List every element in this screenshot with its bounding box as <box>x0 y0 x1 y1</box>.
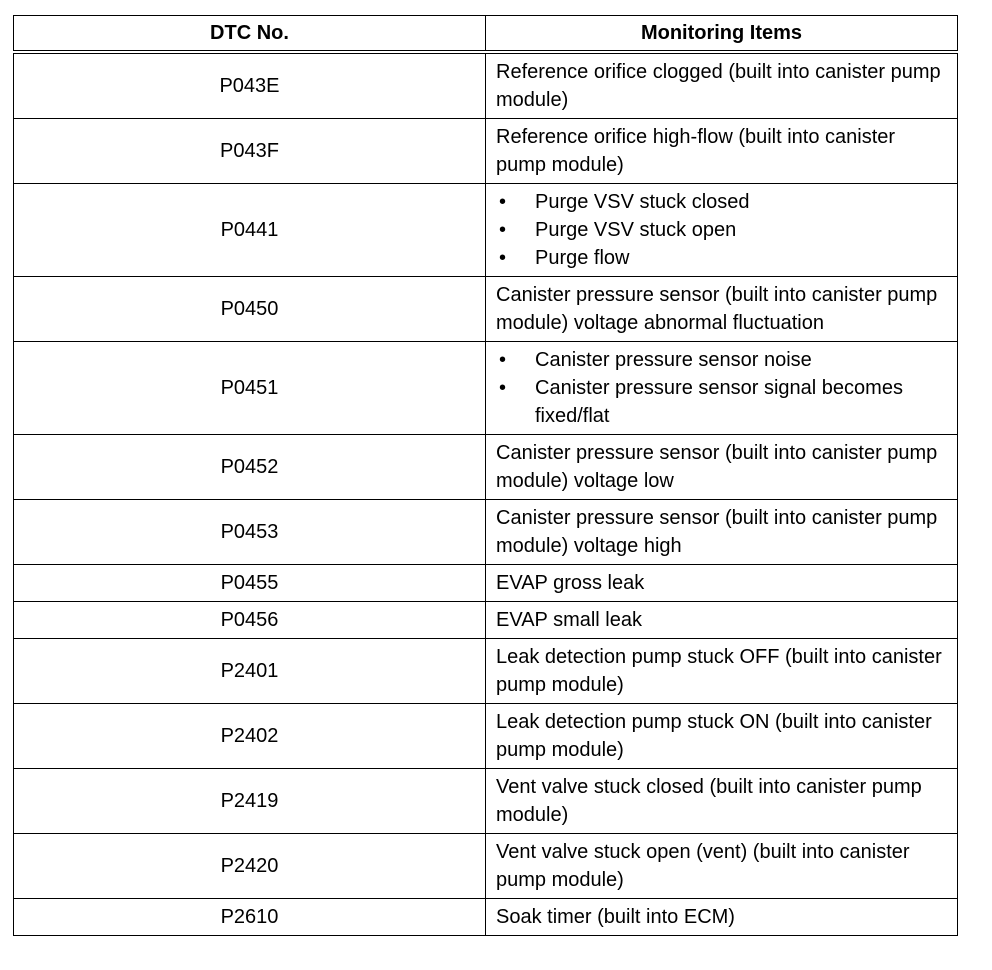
dtc-code-cell: P0453 <box>14 500 486 565</box>
monitoring-items-cell <box>486 342 958 435</box>
monitoring-item-text: Vent valve stuck open (vent) (built into canister pump module) <box>496 841 910 891</box>
dtc-code-cell: P0451 <box>14 342 486 435</box>
bullet-icon: • <box>499 191 507 213</box>
monitoring-items-cell <box>486 435 958 500</box>
monitoring-items-cell <box>486 834 958 899</box>
table-row <box>14 834 958 899</box>
dtc-code-cell: P2419 <box>14 769 486 834</box>
monitoring-items-cell <box>486 602 958 639</box>
table-row <box>14 769 958 834</box>
table-row <box>14 565 958 602</box>
table-row <box>14 119 958 184</box>
monitoring-items-cell <box>486 769 958 834</box>
table-row <box>14 899 958 936</box>
monitoring-item-text: Canister pressure sensor (built into canister pump module) voltage low <box>496 442 938 492</box>
list-item-text: Purge VSV stuck open <box>535 219 737 241</box>
table-row <box>14 602 958 639</box>
monitoring-items-cell <box>486 119 958 184</box>
list-item <box>496 216 947 244</box>
dtc-code-cell: P2420 <box>14 834 486 899</box>
monitoring-item-text: Soak timer (built into ECM) <box>496 906 735 928</box>
dtc-code-cell: P2610 <box>14 899 486 936</box>
table-header-row <box>14 16 958 53</box>
monitoring-items-cell <box>486 704 958 769</box>
list-item <box>496 188 947 216</box>
monitoring-item-text: Reference orifice high-flow (built into canister pump module) <box>496 126 896 176</box>
table-row <box>14 277 958 342</box>
monitoring-items-cell <box>486 500 958 565</box>
dtc-code-cell: P0456 <box>14 602 486 639</box>
list-item-text: Purge flow <box>535 247 630 269</box>
dtc-code-cell: P0455 <box>14 565 486 602</box>
monitoring-item-text: Leak detection pump stuck OFF (built into canister pump module) <box>496 646 942 696</box>
bullet-icon: • <box>499 247 507 269</box>
table-row <box>14 52 958 119</box>
dtc-code-cell: P2401 <box>14 639 486 704</box>
dtc-code-cell: P0450 <box>14 277 486 342</box>
monitoring-item-text: Vent valve stuck closed (built into canister pump module) <box>496 776 922 826</box>
header-dtc-no: DTC No. <box>14 16 486 53</box>
monitoring-item-text: Reference orifice clogged (built into canister pump module) <box>496 61 941 111</box>
table-row <box>14 500 958 565</box>
dtc-code-cell: P2402 <box>14 704 486 769</box>
bullet-icon: • <box>499 377 507 399</box>
header-monitoring-items: Monitoring Items <box>486 16 958 53</box>
table-row <box>14 184 958 277</box>
monitoring-items-cell <box>486 277 958 342</box>
list-item-text: Canister pressure sensor signal becomes fixed/flat <box>535 377 903 427</box>
list-item <box>496 346 947 374</box>
list-item-text: Canister pressure sensor noise <box>535 349 812 371</box>
table-body <box>14 52 958 936</box>
dtc-code-cell: P043E <box>14 52 486 119</box>
monitoring-items-list <box>496 346 947 430</box>
monitoring-item-text: EVAP gross leak <box>496 572 645 594</box>
monitoring-items-cell <box>486 639 958 704</box>
table-row <box>14 704 958 769</box>
list-item <box>496 374 947 430</box>
monitoring-item-text: Canister pressure sensor (built into canister pump module) voltage high <box>496 507 938 557</box>
monitoring-item-text: Canister pressure sensor (built into canister pump module) voltage abnormal fluctuation <box>496 284 938 334</box>
monitoring-items-cell <box>486 52 958 119</box>
bullet-icon: • <box>499 349 507 371</box>
monitoring-items-cell <box>486 565 958 602</box>
monitoring-item-text: EVAP small leak <box>496 609 642 631</box>
dtc-code-cell: P043F <box>14 119 486 184</box>
dtc-code-cell: P0441 <box>14 184 486 277</box>
table-row <box>14 639 958 704</box>
bullet-icon: • <box>499 219 507 241</box>
monitoring-items-cell <box>486 899 958 936</box>
list-item <box>496 244 947 272</box>
list-item-text: Purge VSV stuck closed <box>535 191 750 213</box>
monitoring-items-list <box>496 188 947 272</box>
dtc-code-cell: P0452 <box>14 435 486 500</box>
monitoring-items-cell <box>486 184 958 277</box>
table-row <box>14 342 958 435</box>
dtc-monitoring-table <box>13 15 958 936</box>
table-row <box>14 435 958 500</box>
monitoring-item-text: Leak detection pump stuck ON (built into canister pump module) <box>496 711 932 761</box>
